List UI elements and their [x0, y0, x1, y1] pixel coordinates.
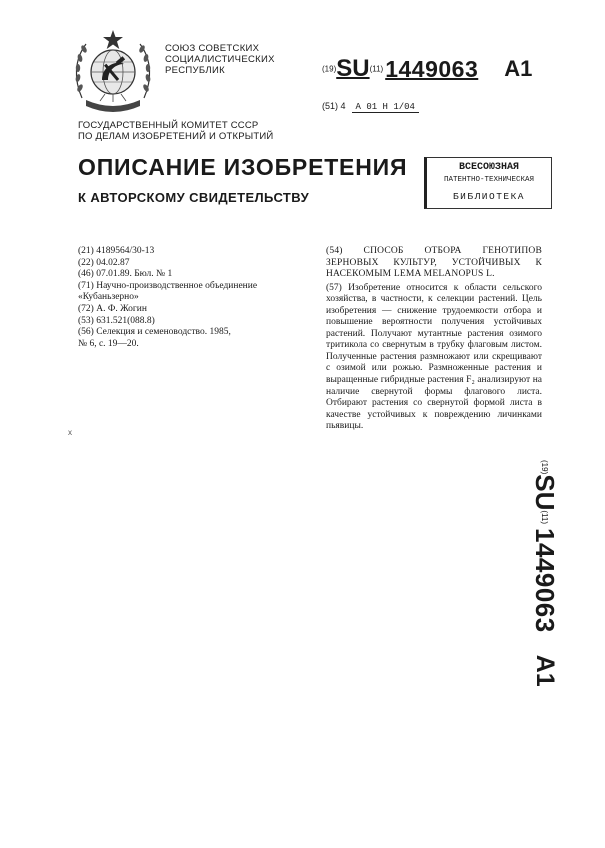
- country-name: [165, 43, 275, 76]
- document-subtitle: К АВТОРСКОМУ СВИДЕТЕЛЬСТВУ: [78, 190, 310, 205]
- biblio-line: (21) 4189564/30-13: [78, 246, 155, 256]
- inid-11: (11): [369, 64, 384, 74]
- library-stamp: [424, 157, 552, 209]
- biblio-line: (22) 04.02.87: [78, 257, 130, 268]
- biblio-line: (71) Научно-производственное объединение: [78, 280, 258, 291]
- abstract-text: (57) Изобретение относится к области сельского хозяйства, в частности, к селекции растений. Цель изобретения — снижение трудоемкости отбора и повышение вероятности получения устойчивых растений. Получают мутантные растения озимого тритикола со свернутым в трубку флаговым листом. Полученные растения размножают или скрещивают с озимой или рожью. Размноженные растения и выращенные гибридные растения F₂ анализируют на наличие свернутой формы флагового листа. Отбирают растения со свернутой формой листа в качестве устойчивых к повреждению личинками пьявицы.: [326, 282, 542, 432]
- biblio-line: (56) Селекция и семеноводство. 1985,: [78, 327, 231, 338]
- biblio-line: (72) А. Ф. Жогин: [78, 303, 147, 314]
- side-kind-code: A1: [531, 654, 559, 687]
- stamp-line: БИБЛИОТЕКА: [452, 191, 525, 202]
- biblio-line: (46) 07.01.89. Бюл. № 1: [78, 269, 173, 280]
- side-patent-number-rotated: [529, 460, 560, 687]
- committee-name: [78, 120, 273, 142]
- document-title: ОПИСАНИЕ ИЗОБРЕТЕНИЯ: [78, 154, 408, 180]
- ipc-code: A 01 H 1/04: [352, 102, 419, 113]
- ipc-classification: [322, 101, 419, 112]
- country-line: РЕСПУБЛИК: [165, 65, 225, 76]
- kind-code: A1: [504, 56, 533, 81]
- committee-line: ГОСУДАРСТВЕННЫЙ КОМИТЕТ СССР: [78, 120, 259, 131]
- committee-line: ПО ДЕЛАМ ИЗОБРЕТЕНИЙ И ОТКРЫТИЙ: [78, 131, 274, 142]
- ussr-state-emblem-icon: [72, 28, 154, 114]
- country-code: SU: [336, 55, 370, 82]
- stamp-line: ВСЕСОЮЗНАЯ: [458, 162, 519, 173]
- side-patent-number-value: 1449063: [530, 528, 560, 633]
- biblio-line: № 6, с. 19—20.: [78, 338, 139, 349]
- side-inid-11: (11): [540, 510, 549, 524]
- biblio-line: «Кубаньзерно»: [78, 292, 139, 303]
- bibliographic-data: [78, 246, 322, 350]
- biblio-line: (53) 631.521(088.8): [78, 315, 155, 326]
- side-patent-number: [528, 460, 592, 740]
- margin-mark: x: [68, 428, 72, 437]
- invention-title: (54) СПОСОБ ОТБОРА ГЕНОТИПОВ ЗЕРНОВЫХ КУЛЬТУР, УСТОЙЧИВЫХ К НАСЕКОМЫМ LEMA MELANOPUS L.: [326, 246, 542, 280]
- country-line: СОЦИАЛИСТИЧЕСКИХ: [165, 54, 275, 65]
- patent-number: 1449063: [385, 55, 479, 82]
- inid-51: (51) 4: [322, 101, 346, 111]
- patent-number-header: [322, 55, 532, 83]
- inid-19: (19): [322, 64, 337, 74]
- country-line: СОЮЗ СОВЕТСКИХ: [165, 43, 260, 54]
- abstract-column: [326, 246, 542, 433]
- stamp-line: ПАТЕНТНО-ТЕХНИЧЕСКАЯ: [443, 176, 534, 184]
- side-inid-19: (19): [540, 460, 549, 475]
- side-country-code: SU: [530, 474, 560, 511]
